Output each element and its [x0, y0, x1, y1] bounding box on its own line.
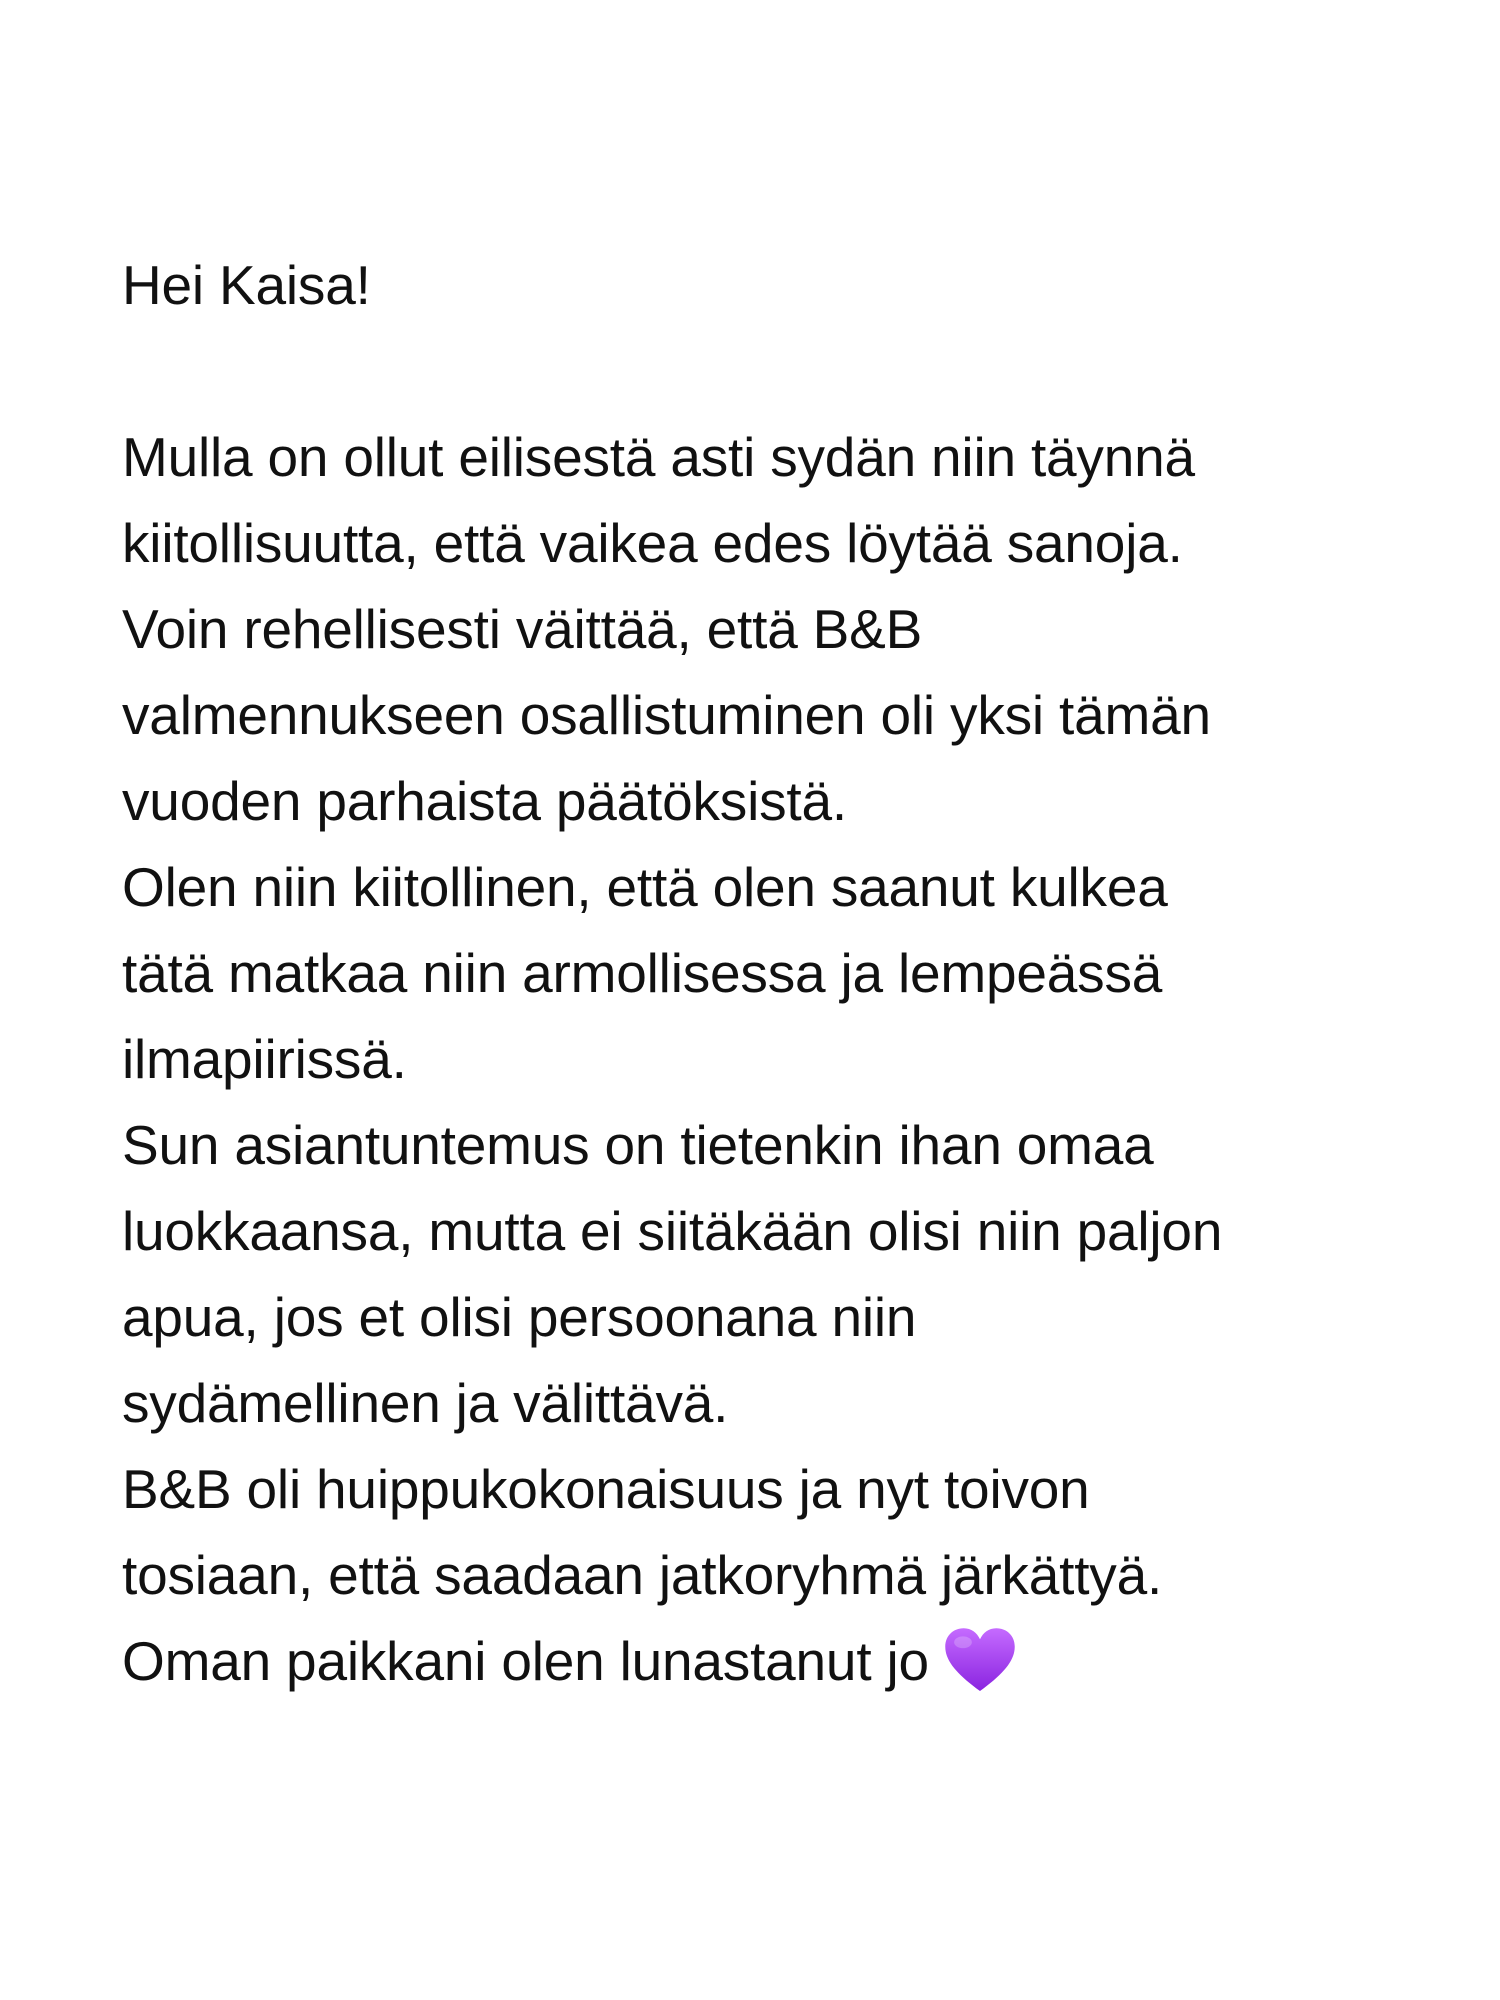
text-line: tosiaan, että saadaan jatkoryhmä järkättyä. [122, 1544, 1163, 1606]
paragraph-gap [122, 328, 1422, 414]
text-line: tätä matkaa niin armollisessa ja lempeässä [122, 942, 1163, 1004]
text-line: valmennukseen osallistuminen oli yksi tämän [122, 684, 1211, 746]
text-line: Olen niin kiitollinen, että olen saanut kulkea [122, 856, 1168, 918]
greeting-line: Hei Kaisa! [122, 254, 371, 316]
purple-heart-icon [943, 1626, 1017, 1694]
text-line: luokkaansa, mutta ei siitäkään olisi niin paljon [122, 1200, 1223, 1262]
final-line [122, 1618, 1422, 1704]
final-line-text: Oman paikkani olen lunastanut jo [122, 1630, 929, 1692]
text-line: Mulla on ollut eilisestä asti sydän niin täynnä [122, 426, 1195, 488]
text-line: sydämellinen ja välittävä. [122, 1372, 729, 1434]
text-line: B&B oli huippukokonaisuus ja nyt toivon [122, 1458, 1090, 1520]
text-line: Voin rehellisesti väittää, että B&B [122, 598, 923, 660]
text-line: ilmapiirissä. [122, 1028, 407, 1090]
text-line: vuoden parhaista päätöksistä. [122, 770, 847, 832]
message-text [122, 242, 1422, 1704]
text-line: kiitollisuutta, että vaikea edes löytää sanoja. [122, 512, 1183, 574]
text-line: Sun asiantuntemus on tietenkin ihan omaa [122, 1114, 1154, 1176]
text-line: apua, jos et olisi persoonana niin [122, 1286, 917, 1348]
